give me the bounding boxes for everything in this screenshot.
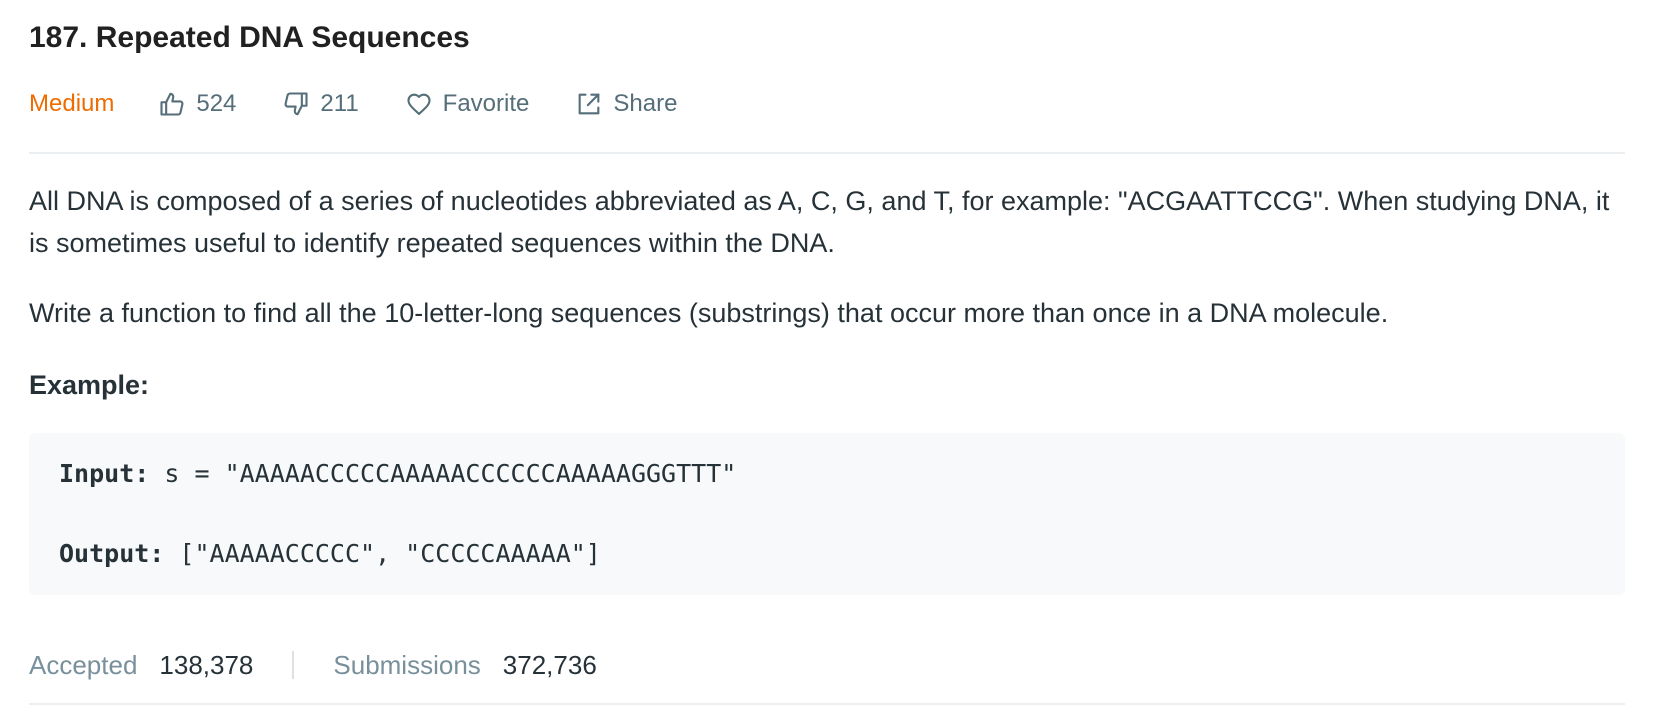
output-label: Output:: [59, 539, 165, 568]
difficulty-badge: Medium: [29, 90, 115, 117]
output-value: ["AAAAACCCCC", "CCCCCAAAAA"]: [164, 539, 601, 568]
share-icon: [575, 90, 603, 118]
like-button[interactable]: [158, 84, 236, 124]
example-input-line: [59, 457, 1595, 491]
stats-divider: [29, 703, 1625, 705]
favorite-button[interactable]: [405, 84, 530, 124]
meta-divider: [29, 152, 1625, 154]
share-button[interactable]: [575, 84, 677, 124]
favorite-label: Favorite: [442, 90, 530, 117]
description-paragraph: All DNA is composed of a series of nucleotides abbreviated as A, C, G, and T, for example: "ACGAATTCCG". When studying DNA, it is sometimes useful to identify repeated sequences within the DNA.: [29, 186, 1610, 258]
example-heading: Example:: [29, 370, 150, 400]
problem-meta-bar: [29, 84, 723, 124]
accepted-count: 138,378: [159, 649, 254, 680]
problem-title: 187. Repeated DNA Sequences: [29, 21, 470, 54]
example-code-block: [29, 433, 1625, 595]
like-count: 524: [196, 90, 237, 117]
submissions-count: 372,736: [502, 649, 597, 680]
submissions-label: Submissions: [333, 649, 481, 680]
problem-description: [29, 180, 1629, 334]
heart-icon: [405, 90, 433, 118]
input-value: s = "AAAAACCCCCAAAAACCCCCCAAAAAGGGTTT": [149, 459, 737, 488]
dislike-count: 211: [320, 90, 359, 117]
accepted-label: Accepted: [29, 649, 138, 680]
thumbs-down-icon: [282, 90, 310, 118]
description-paragraph: Write a function to find all the 10-letter-long sequences (substrings) that occur more than once in a DNA molecule.: [29, 298, 1389, 328]
stats-separator: [292, 651, 294, 679]
dislike-button[interactable]: [282, 84, 358, 124]
example-output-line: [59, 537, 1595, 571]
thumbs-up-icon: [158, 90, 186, 118]
share-label: Share: [613, 90, 678, 117]
submission-stats: [29, 645, 597, 685]
input-label: Input:: [59, 459, 150, 488]
